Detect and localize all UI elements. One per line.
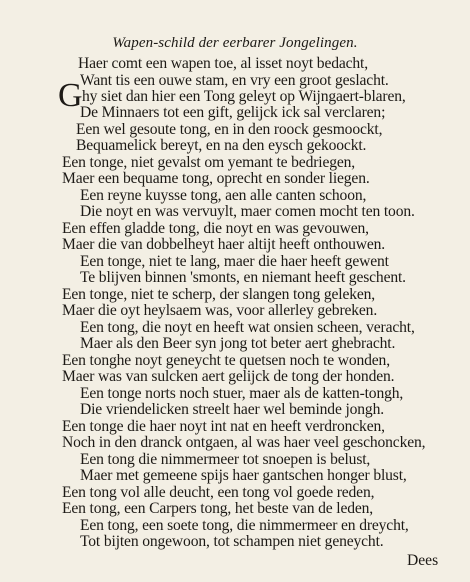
verse-line-20: Maer was van sulcken aert gelijck de tong der honden. bbox=[62, 368, 395, 386]
verse-line-10: Die noyt en was vervuylt, maer comen mocht ten toon. bbox=[80, 203, 415, 221]
verse-line-26: Maer met gemeene spijs haer gantschen honger blust, bbox=[80, 467, 407, 485]
verse-line-24: Noch in den dranck ontgaen, al was haer veel geschoncken, bbox=[62, 434, 426, 452]
verse-line-3: hy siet dan hier een Tong geleyt op Wijngaert-blaren, bbox=[82, 88, 406, 105]
verse-line-25: Een tong die nimmermeer tot snoepen is belust, bbox=[80, 450, 371, 468]
verse-line-28: Een tong, een Carpers tong, het beste van de leden, bbox=[62, 500, 374, 517]
verse-line-12: Maer die van dobbelheyt haer altijt heeft onthouwen. bbox=[62, 236, 386, 254]
verse-line-5: Een wel gesoute tong, en in den roock gesmoockt, bbox=[76, 120, 383, 138]
verse-line-7: Een tonge, niet gevalst om yemant te bedriegen, bbox=[62, 153, 356, 171]
verse-line-15: Een tonge, niet te scherp, der slangen tong geleken, bbox=[62, 285, 376, 303]
verse-line-11: Een effen gladde tong, die noyt en was gevouwen, bbox=[62, 219, 369, 237]
verse-line-9: Een reyne kuysse tong, aen alle canten schoon, bbox=[80, 186, 367, 204]
verse-line-29: Een tong, een soete tong, die nimmermeer en dreycht, bbox=[80, 516, 409, 534]
verse-line-17: Een tong, die noyt en heeft wat onsien scheen, veracht, bbox=[80, 318, 415, 336]
verse-line-4: De Minnaers tot een gift, gelijck ick sal verclaren; bbox=[80, 104, 386, 122]
verse-line-27: Een tong vol alle deucht, een tong vol goede reden, bbox=[62, 483, 375, 501]
verse-line-1: Haer comt een wapen toe, al isset noyt bedacht, bbox=[78, 55, 368, 72]
verse-line-8: Maer een bequame tong, oprecht en sonder liegen. bbox=[62, 170, 370, 188]
verse-line-22: Die vriendelicken streelt haer wel beminde jongh. bbox=[80, 401, 384, 419]
verse-line-6: Bequamelick bereyt, en na den eysch gekoockt. bbox=[76, 137, 367, 155]
verse-line-2: Want tis een ouwe stam, en vry een groot geslacht. bbox=[80, 71, 389, 89]
poem-title: Wapen-schild der eerbarer Jongelingen. bbox=[112, 35, 358, 51]
verse-line-23: Een tonge die haer noyt int nat en heeft verdroncken, bbox=[62, 417, 385, 435]
verse-line-13: Een tonge, niet te lang, maer die haer heeft gewent bbox=[80, 252, 389, 270]
verse-line-21: Een tonge norts noch stuer, maer als de katten-tongh, bbox=[80, 384, 404, 402]
drop-cap: G bbox=[58, 77, 83, 114]
verse-line-19: Een tonghe noyt geneycht te quetsen noch te wonden, bbox=[62, 351, 390, 369]
verse-line-18: Maer als den Beer syn jong tot beter aert ghebracht. bbox=[80, 335, 396, 353]
verse-line-16: Maer die oyt heylsaem was, voor allerley gebreken. bbox=[62, 302, 378, 320]
verse-line-30: Tot bijten ongewoon, tot schampen niet geneycht. bbox=[80, 533, 384, 550]
catchword: Dees bbox=[407, 551, 439, 569]
verse-line-14: Te blijven binnen 'smonts, en niemant heeft geschent. bbox=[80, 269, 406, 287]
